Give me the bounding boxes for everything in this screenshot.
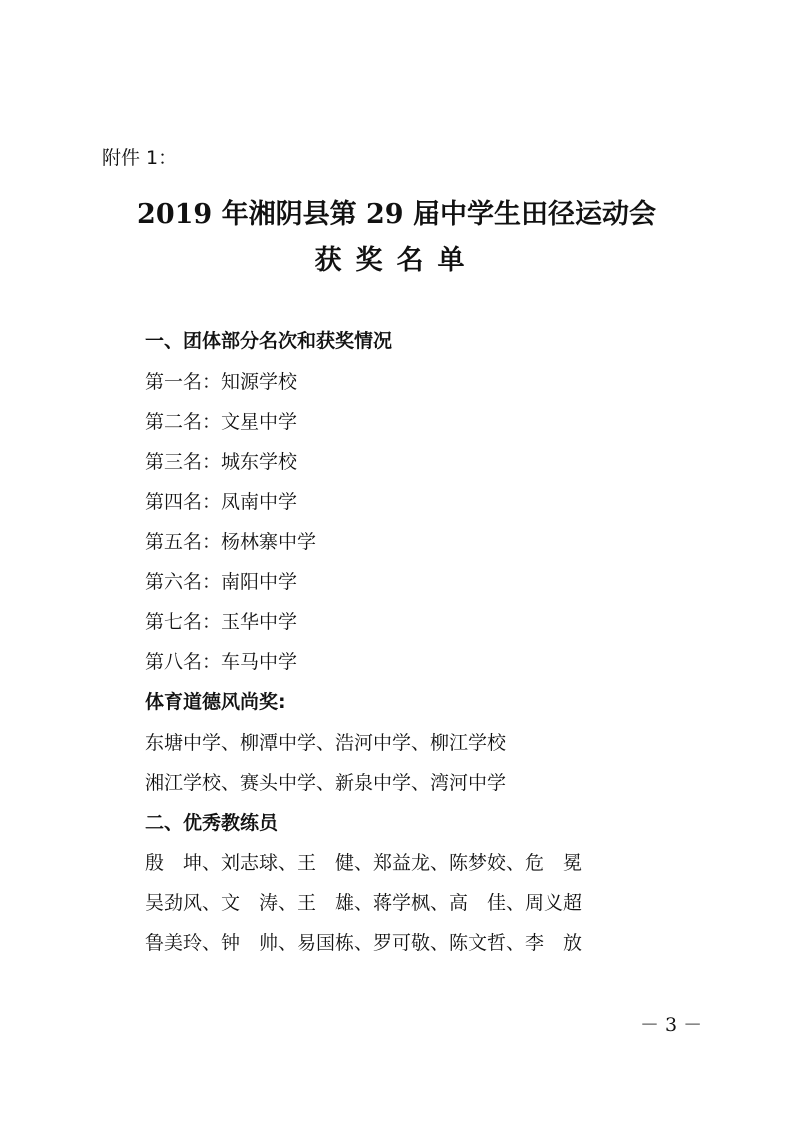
- ranking-item: 第六名：南阳中学: [145, 571, 298, 593]
- sportsmanship-heading: 体育道德风尚奖:: [145, 691, 286, 713]
- coach-line: 鲁美玲、钟 帅、易国栋、罗可敬、陈文哲、李 放: [145, 932, 583, 954]
- ranking-item: 第一名：知源学校: [145, 371, 298, 393]
- section2-heading: 二、优秀教练员: [145, 812, 279, 834]
- coach-line: 吴劲风、文 涛、王 雄、蒋学枫、高 佳、周义超: [145, 892, 583, 914]
- ranking-item: 第五名：杨林寨中学: [145, 531, 317, 553]
- attachment-label: 附件 1：: [102, 147, 178, 169]
- ranking-item: 第七名：玉华中学: [145, 611, 298, 633]
- page-number: － 3 －: [640, 1014, 703, 1036]
- ranking-item: 第四名：凤南中学: [145, 491, 298, 513]
- ranking-item: 第三名：城东学校: [145, 451, 298, 473]
- document-title: 2019 年湘阴县第 29 届中学生田径运动会: [137, 199, 656, 230]
- ranking-item: 第二名：文星中学: [145, 411, 298, 433]
- section1-heading: 一、团体部分名次和获奖情况: [145, 330, 393, 352]
- ranking-item: 第八名：车马中学: [145, 651, 298, 673]
- document-subtitle: 获奖名单: [314, 245, 479, 276]
- sportsmanship-line: 东塘中学、柳潭中学、浩河中学、柳江学校: [145, 732, 507, 754]
- sportsmanship-line: 湘江学校、赛头中学、新泉中学、湾河中学: [145, 772, 507, 794]
- coach-line: 殷 坤、刘志球、王 健、郑益龙、陈梦姣、危 冕: [145, 852, 583, 874]
